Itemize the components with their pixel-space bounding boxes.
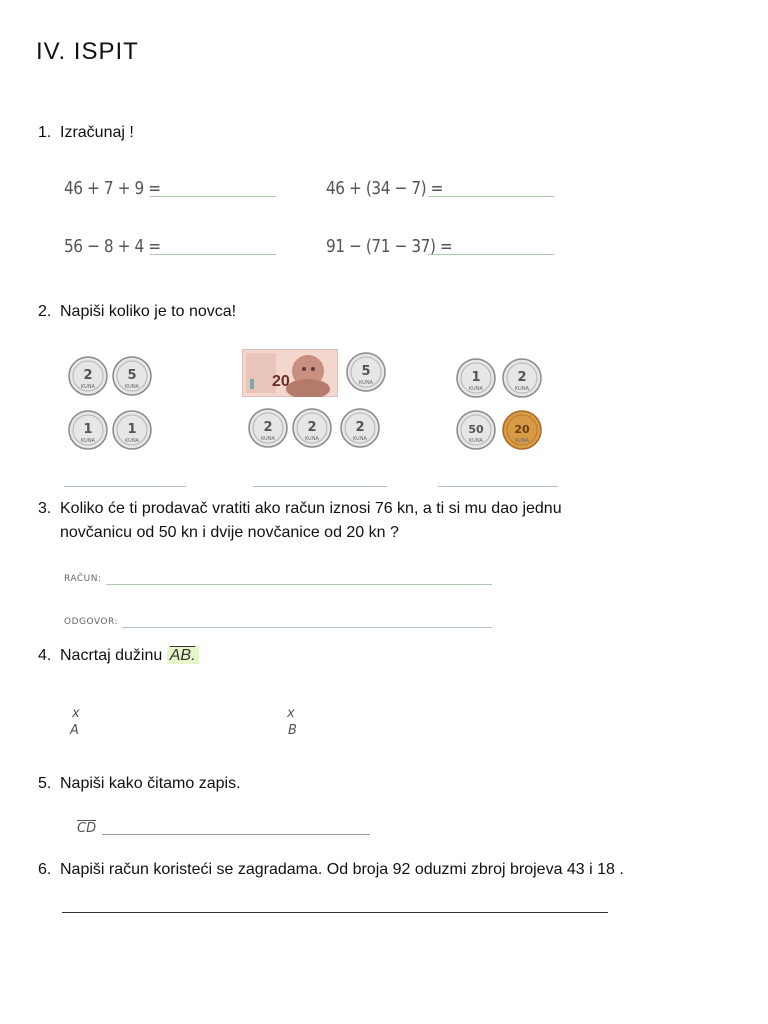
coin-label: KUNA	[515, 386, 529, 392]
coin-1	[112, 410, 152, 450]
question-text-line-2: novčanicu od 50 kn i dvije novčanice od 20 kn ?	[60, 524, 399, 541]
question-number: 6.	[38, 861, 52, 878]
coin-label: KUNA	[469, 386, 483, 392]
coin-value: 50	[468, 423, 484, 436]
answer-blank[interactable]	[428, 238, 554, 255]
racun-line[interactable]	[106, 584, 492, 585]
point-b-label: B	[288, 723, 297, 738]
question-text: Napiši koliko je to novca!	[60, 303, 237, 320]
question-number: 4.	[38, 647, 52, 664]
expression-2: 46 + (34 − 7) =	[326, 178, 444, 199]
question-3	[38, 497, 562, 545]
answer-blank[interactable]	[150, 180, 276, 197]
coin-value: 20	[514, 423, 530, 436]
coin-label: KUNA	[515, 438, 529, 444]
expression-3: 56 − 8 + 4 =	[64, 236, 161, 257]
coin-20	[502, 410, 542, 450]
coin-label: KUNA	[125, 438, 139, 444]
coin-5	[346, 352, 386, 392]
answer-blank[interactable]	[150, 238, 276, 255]
expression-1: 46 + 7 + 9 =	[64, 178, 161, 199]
coin-2	[248, 408, 288, 448]
coin-value: 2	[83, 368, 93, 383]
segment-ab: AB.	[167, 647, 199, 664]
expression-4: 91 − (71 − 37) =	[326, 236, 453, 257]
point-a-mark: x	[72, 706, 80, 721]
answer-line[interactable]	[64, 486, 186, 487]
question-4	[38, 644, 199, 668]
question-1	[38, 121, 134, 145]
question-2	[38, 300, 236, 324]
question-text: Napiši račun koristeći se zagradama. Od broja 92 oduzmi zbroj brojeva 43 i 18 .	[60, 861, 624, 878]
question-number: 1.	[38, 124, 52, 141]
coin-2	[68, 356, 108, 396]
question-number: 5.	[38, 775, 52, 792]
coin-value: 2	[263, 420, 273, 435]
banknote-20	[242, 349, 338, 397]
racun-label: RAČUN:	[64, 574, 102, 584]
page-title: IV. ISPIT	[36, 38, 139, 65]
coin-value: 5	[127, 368, 137, 383]
coin-label: KUNA	[359, 380, 373, 386]
coin-50	[456, 410, 496, 450]
coin-label: KUNA	[469, 438, 483, 444]
question-text: Izračunaj !	[60, 124, 134, 141]
question-text: Napiši kako čitamo zapis.	[60, 775, 241, 792]
answer-line[interactable]	[102, 834, 370, 835]
question-5	[38, 772, 241, 796]
banknote-value: 20	[272, 373, 290, 390]
segment-cd: $\overline{CD}$	[77, 821, 97, 836]
point-a-label: A	[70, 723, 79, 738]
coin-label: KUNA	[305, 436, 319, 442]
coin-label: KUNA	[81, 384, 95, 390]
answer-line[interactable]	[62, 912, 608, 913]
coin-1	[68, 410, 108, 450]
coin-5	[112, 356, 152, 396]
coin-value: 2	[307, 420, 317, 435]
coin-value: 5	[361, 364, 371, 379]
question-text-line-1: Koliko će ti prodavač vratiti ako račun iznosi 76 kn, a ti si mu dao jednu	[60, 500, 562, 517]
question-number: 3.	[38, 500, 52, 517]
question-6	[38, 858, 624, 882]
coin-value: 1	[127, 422, 137, 437]
odgovor-label: ODGOVOR:	[64, 617, 119, 627]
coin-value: 2	[517, 370, 527, 385]
coin-label: KUNA	[125, 384, 139, 390]
point-b-mark: x	[287, 706, 295, 721]
question-text: Nacrtaj dužinu	[60, 647, 163, 664]
odgovor-line[interactable]	[122, 627, 492, 628]
coin-2	[502, 358, 542, 398]
answer-line[interactable]	[438, 486, 558, 487]
coin-2	[340, 408, 380, 448]
coin-value: 2	[355, 420, 365, 435]
coin-value: 1	[83, 422, 93, 437]
coin-2	[292, 408, 332, 448]
coin-label: KUNA	[81, 438, 95, 444]
answer-line[interactable]	[253, 486, 387, 487]
question-number: 2.	[38, 303, 52, 320]
coin-label: KUNA	[261, 436, 275, 442]
answer-blank[interactable]	[428, 180, 554, 197]
coin-1	[456, 358, 496, 398]
coin-value: 1	[471, 370, 481, 385]
coin-label: KUNA	[353, 436, 367, 442]
